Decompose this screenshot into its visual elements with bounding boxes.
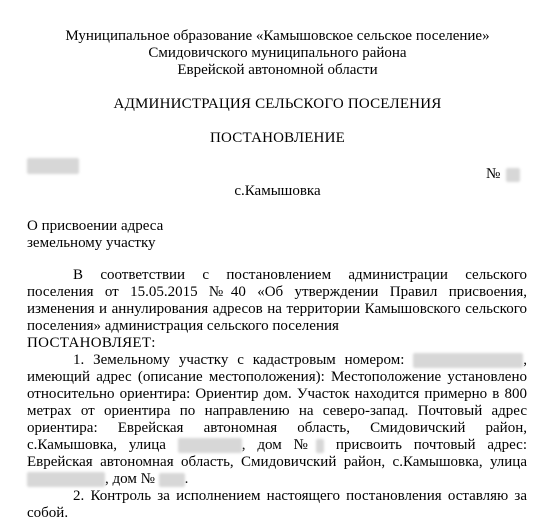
redacted-house-number-1 [316,439,324,453]
item-2-paragraph: 2. Контроль за исполнением настоящего постановления оставляю за собой. [27,488,527,521]
item-1-location: , имеющий адрес (описание местоположения): Местоположение установлено относительно ориентира: Ориентир дом. Участок находится примерно в 800 метрах от ориентира по направлению на северо-запад. Почтовый адрес ориентира: Еврейская автономная область, Смидовичский район, с.Камышовка, улица [27,352,527,453]
resolves-heading: ПОСТАНОВЛЯЕТ: [27,335,156,351]
place-of-issue: с.Камышовка [234,183,321,199]
document-type-title: ПОСТАНОВЛЕНИЕ [210,130,345,146]
redacted-date [27,158,79,174]
document-number [486,166,520,183]
header-administration: АДМИНИСТРАЦИЯ СЕЛЬСКОГО ПОСЕЛЕНИЯ [113,96,442,112]
header-municipality: Муниципальное образование «Камышовское сельское поселение» [65,28,490,44]
item-1-paragraph [27,352,527,488]
item-1-house-label: , дом № [241,437,316,453]
redacted-street-2 [27,472,105,487]
redacted-number [506,168,520,182]
preamble-paragraph: В соответствии с постановлением администрации сельского поселения от 15.05.2015 №40 «Об утверждении Правил присвоения, изменения и аннулирования адресов на территории Камышовского сельского поселения» администрация сельского поселения [27,267,527,334]
subject-line-1: О присвоении адреса [27,218,164,234]
item-1-assign: присвоить почтовый адрес: Еврейская автономная область, Смидовичский район, с.Камышовка, улица [27,437,527,470]
item-1-house-label-2: , дом № [105,471,155,487]
redacted-street-1 [178,438,242,453]
header-region: Еврейской автономной области [177,62,378,78]
redacted-cadastral-number [413,353,523,368]
item-1-end: . [184,471,189,487]
number-label: № [486,166,501,182]
item-1-intro: 1. Земельному участку с кадастровым номером: [73,352,405,368]
subject-line-2: земельному участку [27,235,156,251]
document-body [27,267,527,522]
header-district: Смидовичского муниципального района [148,45,407,61]
redacted-house-number-2 [159,473,185,487]
